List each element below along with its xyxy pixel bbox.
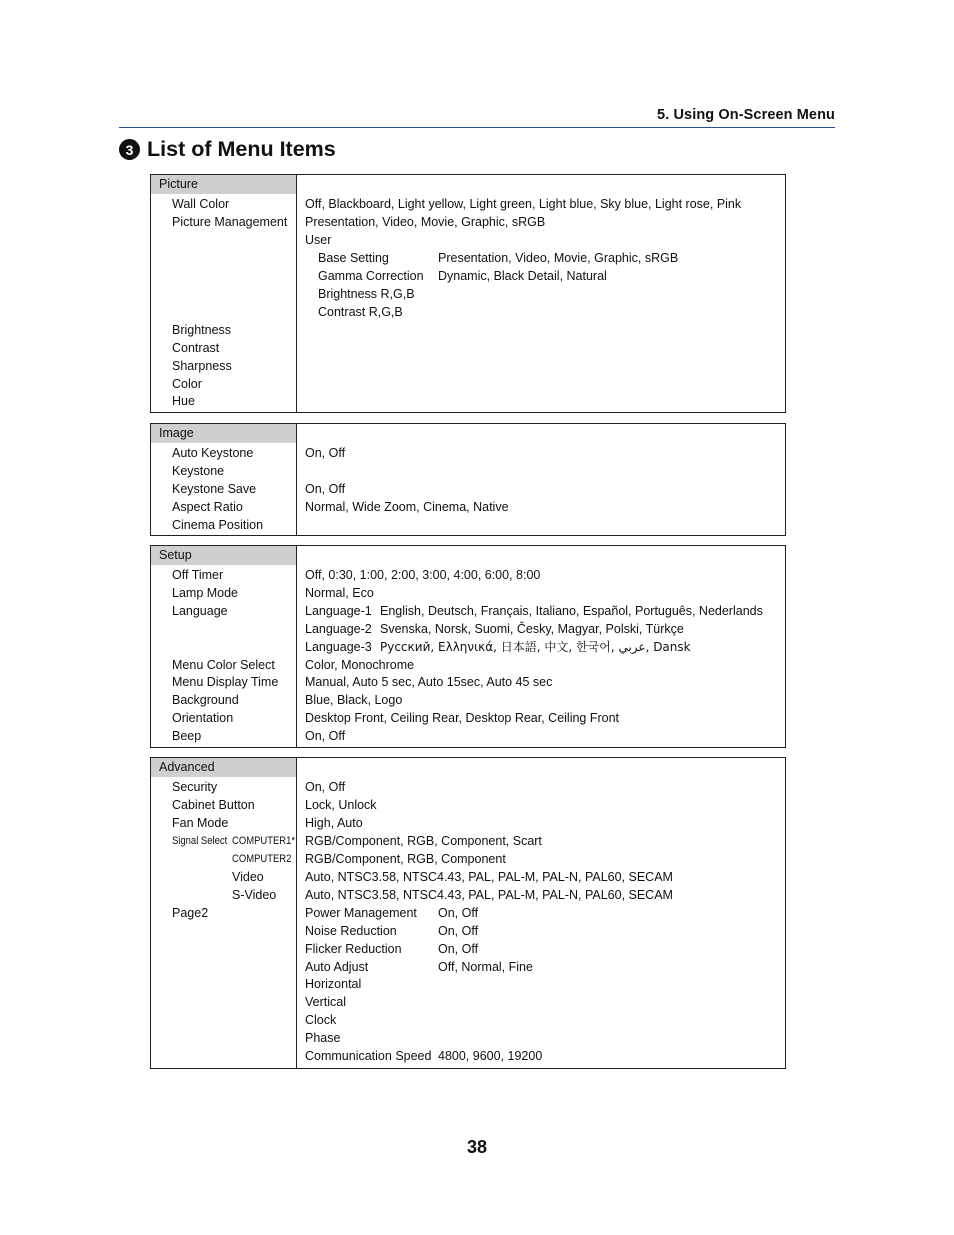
setup-menu-table (150, 545, 786, 748)
item-color: Color (172, 377, 202, 391)
label-language-3: Language-3 (305, 640, 372, 654)
item-language: Language (172, 604, 228, 618)
item-cabinet-button: Cabinet Button (172, 798, 255, 812)
section-title: List of Menu Items (147, 137, 336, 161)
item-beep: Beep (172, 729, 202, 743)
value-noise-reduction: On, Off (438, 924, 479, 938)
value-computer2: RGB/Component, RGB, Component (305, 852, 506, 866)
value-s-video: Auto, NTSC3.58, NTSC4.43, PAL, PAL-M, PAL-N, PAL60, SECAM (305, 888, 673, 902)
item-cinema-position: Cinema Position (172, 518, 264, 532)
item-security: Security (172, 780, 218, 794)
value-communication-speed: 4800, 9600, 19200 (438, 1049, 543, 1063)
value-keystone-save: On, Off (305, 482, 346, 496)
value-language-1: English, Deutsch, Français, Italiano, Español, Português, Nederlands (380, 604, 763, 618)
header-rule (119, 127, 835, 128)
value-gamma-correction: Dynamic, Black Detail, Natural (438, 269, 607, 283)
item-sharpness: Sharpness (172, 359, 232, 373)
page-header-title: 5. Using On-Screen Menu (657, 107, 835, 123)
subitem-clock: Clock (305, 1013, 337, 1027)
item-page2: Page2 (172, 906, 209, 920)
value-language-2: Svenska, Norsk, Suomi, Česky, Magyar, Polski, Türkçe (380, 622, 684, 636)
advanced-menu-table (150, 757, 786, 1069)
item-keystone-save: Keystone Save (172, 482, 257, 496)
value-aspect-ratio: Normal, Wide Zoom, Cinema, Native (305, 500, 509, 514)
subitem-power-management: Power Management (305, 906, 417, 920)
picture-menu-table (150, 174, 786, 413)
item-menu-color-select: Menu Color Select (172, 658, 275, 672)
subitem-vertical: Vertical (305, 995, 346, 1009)
subitem-communication-speed: Communication Speed (305, 1049, 432, 1063)
value-security: On, Off (305, 780, 346, 794)
subitem-computer2: COMPUTER2 (232, 853, 292, 865)
subitem-video: Video (232, 870, 264, 884)
item-wall-color: Wall Color (172, 197, 230, 211)
subitem-base-setting: Base Setting (318, 251, 389, 265)
item-auto-keystone: Auto Keystone (172, 446, 254, 460)
item-lamp-mode: Lamp Mode (172, 586, 239, 600)
setup-category-header: Setup (151, 546, 296, 565)
picture-category-header: Picture (151, 175, 296, 194)
value-fan-mode: High, Auto (305, 816, 363, 830)
label-language-1: Language-1 (305, 604, 372, 618)
value-user: User (305, 233, 332, 247)
item-orientation: Orientation (172, 711, 234, 725)
value-menu-color-select: Color, Monochrome (305, 658, 415, 672)
subitem-computer1: COMPUTER1* (232, 835, 296, 847)
subitem-brightness-rgb: Brightness R,G,B (318, 287, 415, 301)
value-auto-keystone: On, Off (305, 446, 346, 460)
value-orientation: Desktop Front, Ceiling Rear, Desktop Rear, Ceiling Front (305, 711, 620, 725)
subitem-gamma-correction: Gamma Correction (318, 269, 424, 283)
value-computer1: RGB/Component, RGB, Component, Scart (305, 834, 542, 848)
value-power-management: On, Off (438, 906, 479, 920)
subitem-noise-reduction: Noise Reduction (305, 924, 397, 938)
value-wall-color: Off, Blackboard, Light yellow, Light green, Light blue, Sky blue, Light rose, Pink (305, 197, 742, 211)
advanced-category-header: Advanced (151, 758, 296, 777)
page-number: 38 (466, 1137, 488, 1157)
item-off-timer: Off Timer (172, 568, 224, 582)
image-category-header: Image (151, 424, 296, 443)
value-cabinet-button: Lock, Unlock (305, 798, 377, 812)
value-auto-adjust: Off, Normal, Fine (438, 960, 533, 974)
value-menu-display-time: Manual, Auto 5 sec, Auto 15sec, Auto 45 sec (305, 675, 553, 689)
value-picture-management: Presentation, Video, Movie, Graphic, sRGB (305, 215, 546, 229)
item-signal-select: Signal Select (172, 835, 228, 847)
subitem-auto-adjust: Auto Adjust (305, 960, 369, 974)
value-off-timer: Off, 0:30, 1:00, 2:00, 3:00, 4:00, 6:00, 8:00 (305, 568, 541, 582)
subitem-phase: Phase (305, 1031, 341, 1045)
value-lamp-mode: Normal, Eco (305, 586, 374, 600)
item-keystone: Keystone (172, 464, 225, 478)
item-contrast: Contrast (172, 341, 220, 355)
item-aspect-ratio: Aspect Ratio (172, 500, 243, 514)
value-beep: On, Off (305, 729, 346, 743)
subitem-horizontal: Horizontal (305, 977, 362, 991)
section-number-badge: 3 (119, 139, 140, 160)
value-background: Blue, Black, Logo (305, 693, 403, 707)
item-hue: Hue (172, 394, 195, 408)
subitem-s-video: S-Video (232, 888, 277, 902)
item-background: Background (172, 693, 239, 707)
section-heading (119, 137, 336, 162)
image-menu-table (150, 423, 786, 536)
item-brightness: Brightness (172, 323, 232, 337)
item-picture-management: Picture Management (172, 215, 288, 229)
item-menu-display-time: Menu Display Time (172, 675, 279, 689)
subitem-flicker-reduction: Flicker Reduction (305, 942, 402, 956)
item-fan-mode: Fan Mode (172, 816, 229, 830)
value-language-3: Русский, Ελληνικά, 日本語, 中文, 한국어, عربي, Dansk (380, 640, 691, 654)
value-base-setting: Presentation, Video, Movie, Graphic, sRGB (438, 251, 679, 265)
subitem-contrast-rgb: Contrast R,G,B (318, 305, 403, 319)
label-language-2: Language-2 (305, 622, 372, 636)
value-video: Auto, NTSC3.58, NTSC4.43, PAL, PAL-M, PAL-N, PAL60, SECAM (305, 870, 673, 884)
value-flicker-reduction: On, Off (438, 942, 479, 956)
